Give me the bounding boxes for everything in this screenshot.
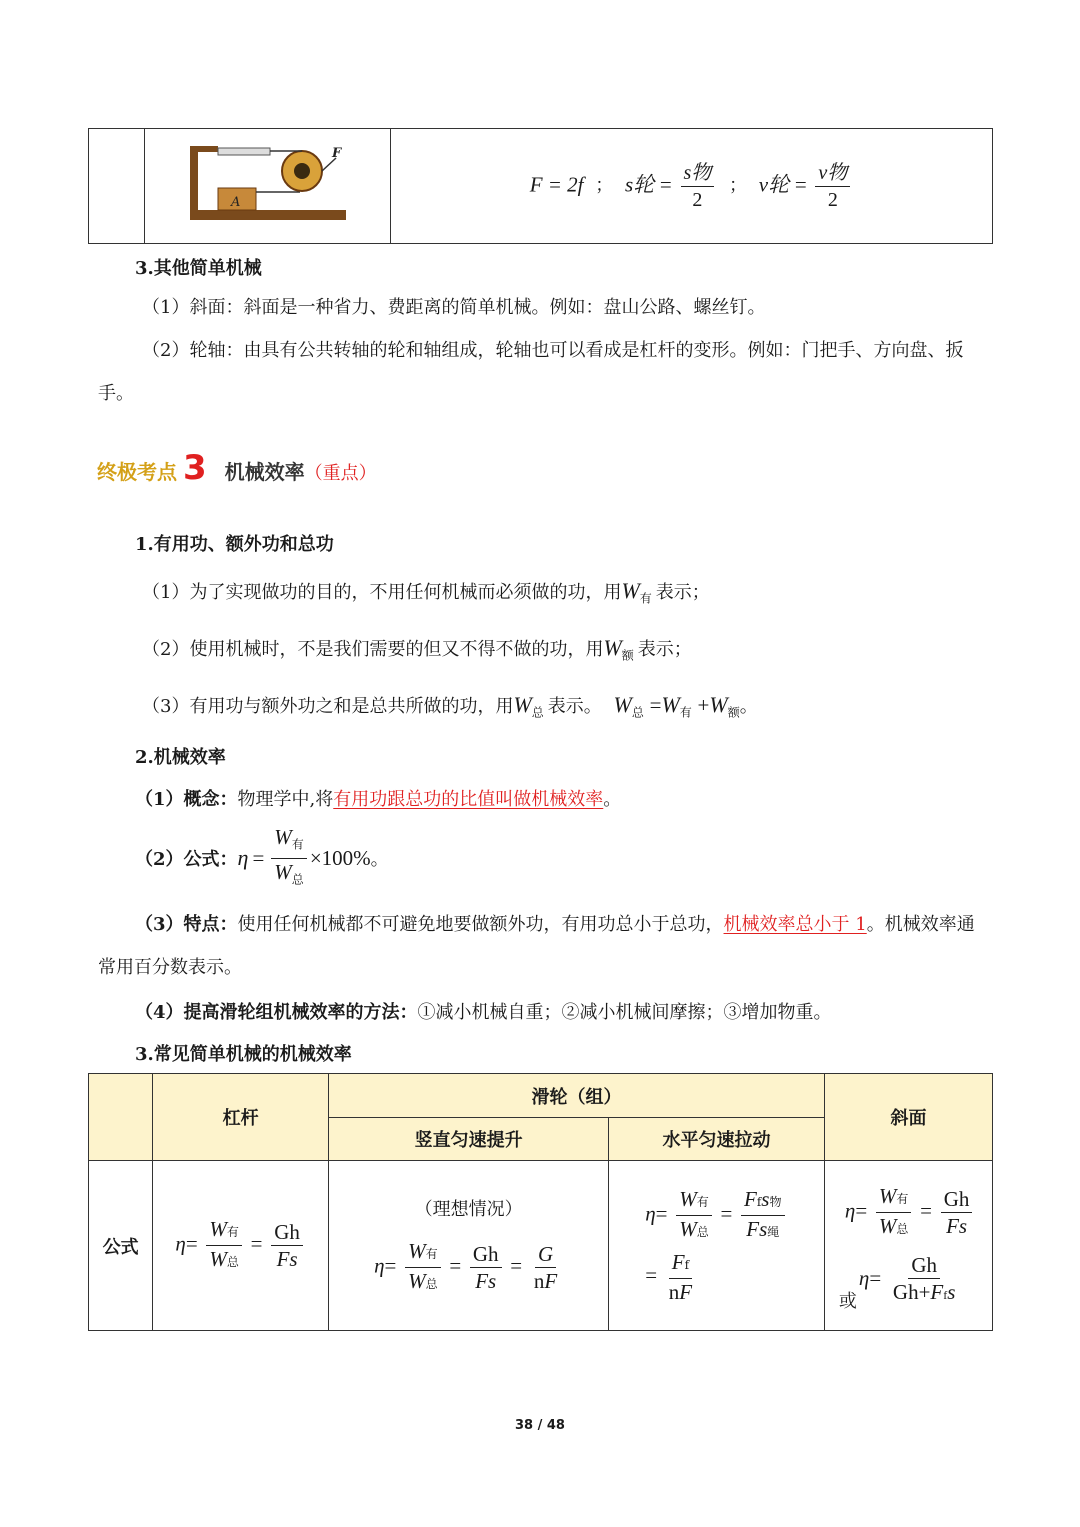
feature-highlight: 机械效率总小于 1 [723,914,867,935]
table-cell-formulas: F = 2f ； s轮 = $\frac{\text{s物}}{2}$ ； v轮 = $\frac{\text{v物}}{2}$ [391,129,993,244]
efficiency-concept: （1）概念：物理学中,将有用功跟总功的比值叫做机械效率。 [135,789,622,810]
header-lever: 杠杆 [153,1074,329,1161]
section-heading-efficiency: 2.机械效率 [135,747,226,768]
fraction-s: $\frac{\text{s物}}{2}$ [681,161,715,212]
vertical-formula: （理想情况） η= $\frac{\text{W有}}{\text{W总}}$ = $\frac{Gh}{Fs}$ = $\frac{G}{nF}$ [329,1161,609,1331]
concept-highlight: 有用功跟总功的比值叫做机械效率 [333,789,604,810]
formula-force: F = 2f [529,172,584,196]
ideal-note: （理想情况） [414,1199,523,1220]
work-item-2: （2）使用机械时，不是我们需要的但又不得不做的功，用$W_额$ 表示； [142,635,692,663]
section-heading-work: 1.有用功、额外功和总功 [135,534,334,555]
kaodian-tag: （重点） [304,463,377,484]
header-pulley: 滑轮（组） [329,1074,825,1118]
work-item-1: （1）为了实现做功的目的，不用任何机械而必须做的功，用$W_有$ 表示； [142,578,710,606]
or-label: 或 [838,1291,857,1312]
efficiency-formula: （2）公式： η = $\frac{W_有}{W_总}$ ×100% 。 [135,828,389,888]
kaodian-heading [97,448,377,494]
horizontal-formula: η= $\frac{\text{W有}}{\text{W总}}$ = $\frac{\text{Ffs物}}{\text{Fs绳}}$ = $\frac{Ff}{nF}$ [609,1161,825,1331]
kaodian-title: 机械效率 [224,460,305,484]
table-cell-figure [145,129,391,244]
table-cell-empty [89,129,145,244]
lever-formula: η= $\frac{\text{W有}}{\text{W总}}$ = $\frac{Gh}{Fs}$ [153,1161,329,1331]
wheel-axle-paragraph: （2）轮轴：由具有公共转轴的轮和轴组成，轮轴也可以看成是杠杆的变形。例如：门把手、方向盘、扳手。 [98,340,964,404]
page-number: 38 / 48 [515,1418,565,1433]
work-item-3: （3）有用功与额外功之和是总共所做的功，用$W_总$ 表示。 $W_总 =W_有 +W_额$。 [142,692,758,720]
slope-paragraph: （1）斜面：斜面是一种省力、费距离的简单机械。例如：盘山公路、螺丝钉。 [142,297,766,318]
efficiency-table [88,1073,993,1331]
fraction-v: $\frac{\text{v物}}{2}$ [815,161,850,212]
formula-s-wheel: s轮 [625,172,655,196]
header-vertical: 竖直匀速提升 [329,1118,609,1161]
pulley-table [88,128,993,244]
section-heading-other-machines: 3.其他简单机械 [135,258,262,279]
header-slope: 斜面 [824,1074,992,1161]
table-corner [89,1074,153,1161]
horizontal-pulley-figure [188,144,348,224]
efficiency-improve: （4）提高滑轮组机械效率的方法：①减小机械自重；②减小机械间摩擦；③增加物重。 [135,1002,832,1023]
section-heading-common: 3.常见简单机械的机械效率 [135,1044,352,1065]
efficiency-feature: （3）特点：使用任何机械都不可避免地要做额外功，有用功总小于总功，机械效率总小于 1。机械效率通常用百分数表示。 [98,914,975,978]
kaodian-number: 3 [183,448,207,488]
figure-label-f: F [331,145,341,161]
slope-formula: η= $\frac{\text{W有}}{\text{W总}}$ = $\frac{Gh}{Fs}$ η= $\frac{Gh}{\text{Gh+Ffs}}$ 或 [824,1161,992,1331]
header-horizontal: 水平匀速拉动 [609,1118,825,1161]
efficiency-fraction: $\frac{W_有}{W_总}$ [271,825,307,891]
row-label-formula: 公式 [89,1161,153,1331]
kaodian-prefix: 终极考点 [97,460,177,484]
formula-v-wheel: v轮 [758,172,790,196]
figure-label-a: A [230,194,240,210]
